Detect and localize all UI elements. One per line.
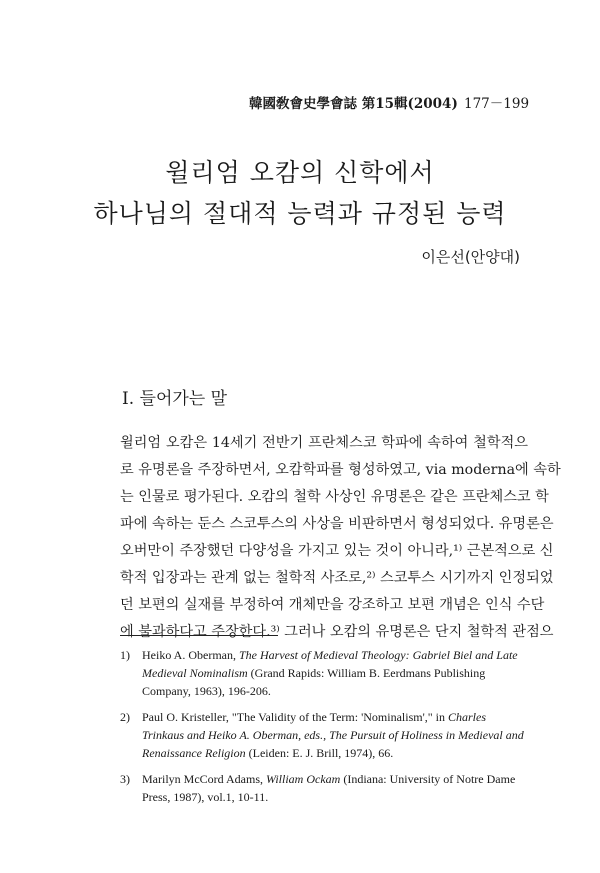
body-line: 로 유명론을 주장하면서, 오캄학파를 형성하였고, via moderna에 속하 [120, 462, 561, 478]
body-line: 오버만이 주장했던 다양성을 가지고 있는 것이 아니라,¹⁾ 근본적으로 신 [120, 543, 554, 559]
footnote-divider [120, 635, 278, 636]
footnote-number: 1) [120, 648, 130, 662]
footnote-3 [120, 770, 530, 806]
body-paragraph [120, 430, 561, 646]
footnote-text: (Indiana: University of Notre Dame Press, 1987), vol.1, 10-11. [142, 772, 516, 804]
footnotes [120, 646, 530, 814]
footnote-number: 3) [120, 772, 130, 786]
title-line-1: 윌리엄 오캄의 신학에서 [165, 158, 435, 187]
body-line: 에 불과하다고 주장한다.³⁾ 그러나 오캄의 유명론은 단지 철학적 관점으 [120, 624, 554, 640]
body-line: 윌리엄 오캄은 14세기 전반기 프란체스코 학파에 속하여 철학적으 [120, 435, 528, 451]
body-line: 던 보편의 실재를 부정하여 개체만을 강조하고 보편 개념은 인식 수단 [120, 597, 545, 613]
page-range: 177－199 [464, 96, 530, 112]
footnote-title: Charles Trinkaus and Heiko A. Oberman, eds., The Pursuit of Holiness in Medieval and Renaissance Religion [142, 710, 524, 760]
footnote-2 [120, 708, 530, 762]
body-line: 파에 속하는 둔스 스코투스의 사상을 비판하면서 형성되었다. 유명론은 [120, 516, 554, 532]
footnote-title: William Ockam [266, 772, 341, 786]
footnote-text: (Leiden: E. J. Brill, 1974), 66. [245, 746, 394, 760]
title-line-2: 하나님의 절대적 능력과 규정된 능력 [93, 199, 507, 228]
body-line: 학적 입장과는 관계 없는 철학적 사조로,²⁾ 스코투스 시기까지 인정되었 [120, 570, 554, 586]
footnote-text: Marilyn McCord Adams, [142, 772, 266, 786]
footnote-text: Heiko A. Oberman, [142, 648, 239, 662]
body-line: 는 인물로 평가된다. 오캄의 철학 사상인 유명론은 같은 프란체스코 학 [120, 489, 549, 505]
footnote-number: 2) [120, 710, 130, 724]
footnote-text: Paul O. Kristeller, "The Validity of the Term: 'Nominalism'," in [142, 710, 448, 724]
journal-name: 韓國敎會史學會誌 第15輯(2004) [249, 96, 458, 112]
section-heading: I. 들어가는 말 [122, 389, 228, 409]
footnote-title: The Harvest of Medieval Theology: Gabriel Biel and Late Medieval Nominalism [142, 648, 518, 680]
footnote-text: (Grand Rapids: William B. Eerdmans Publishing Company, 1963), 196-206. [142, 666, 486, 698]
footnote-1 [120, 646, 530, 700]
journal-header [249, 92, 529, 112]
author-affiliation: 이은선(안양대) [421, 248, 520, 266]
